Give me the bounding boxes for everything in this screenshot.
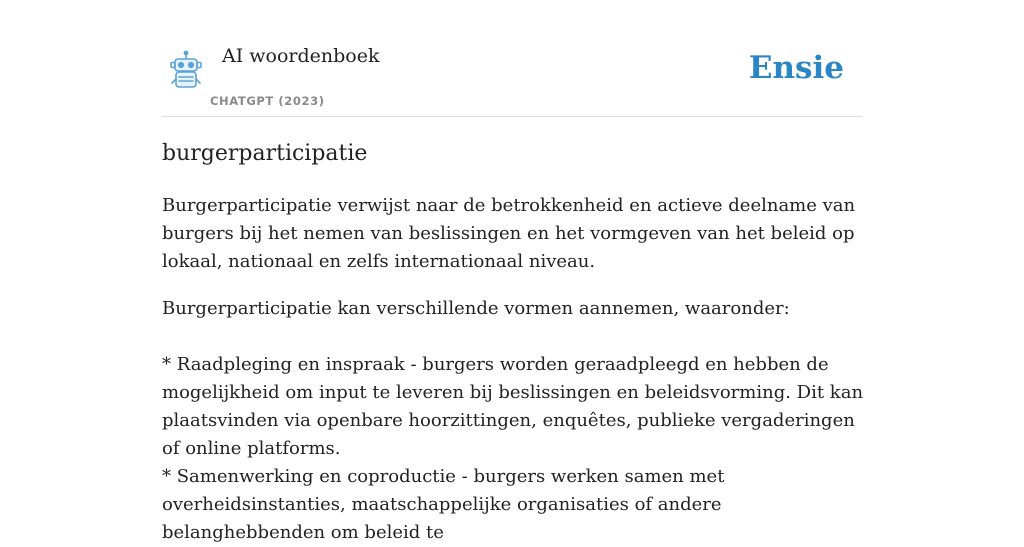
entry-paragraph: Burgerparticipatie kan verschillende vormen aannemen, waaronder: [162,298,790,319]
brand-logo[interactable]: Ensie [748,50,844,86]
entry-header [162,0,862,117]
entry-paragraph: * Raadpleging en inspraak - burgers worden geraadpleegd en hebben de mogelijkheid om input te leveren bij beslissingen en beleidsvorming. Dit kan plaatsvinden via openbare hoorzittingen, enquêtes, publieke vergaderingen of online platforms. [162,354,864,459]
entry-paragraph: Burgerparticipatie verwijst naar de betrokkenheid en actieve deelname van burgers bij het nemen van beslissingen en het vormgeven van het beleid op lokaal, nationaal en zelfs internationaal niveau. [162,195,856,272]
source-title[interactable]: AI woordenboek [222,45,380,67]
source-meta: CHATGPT (2023) [210,94,325,108]
entry-term: burgerparticipatie [162,141,368,166]
robot-icon [166,50,206,90]
entry-paragraph: * Samenwerking en coproductie - burgers werken samen met overheidsinstanties, maatschappelijke organisaties of andere belanghebbenden om beleid te [162,466,725,543]
entry-content [162,136,866,547]
